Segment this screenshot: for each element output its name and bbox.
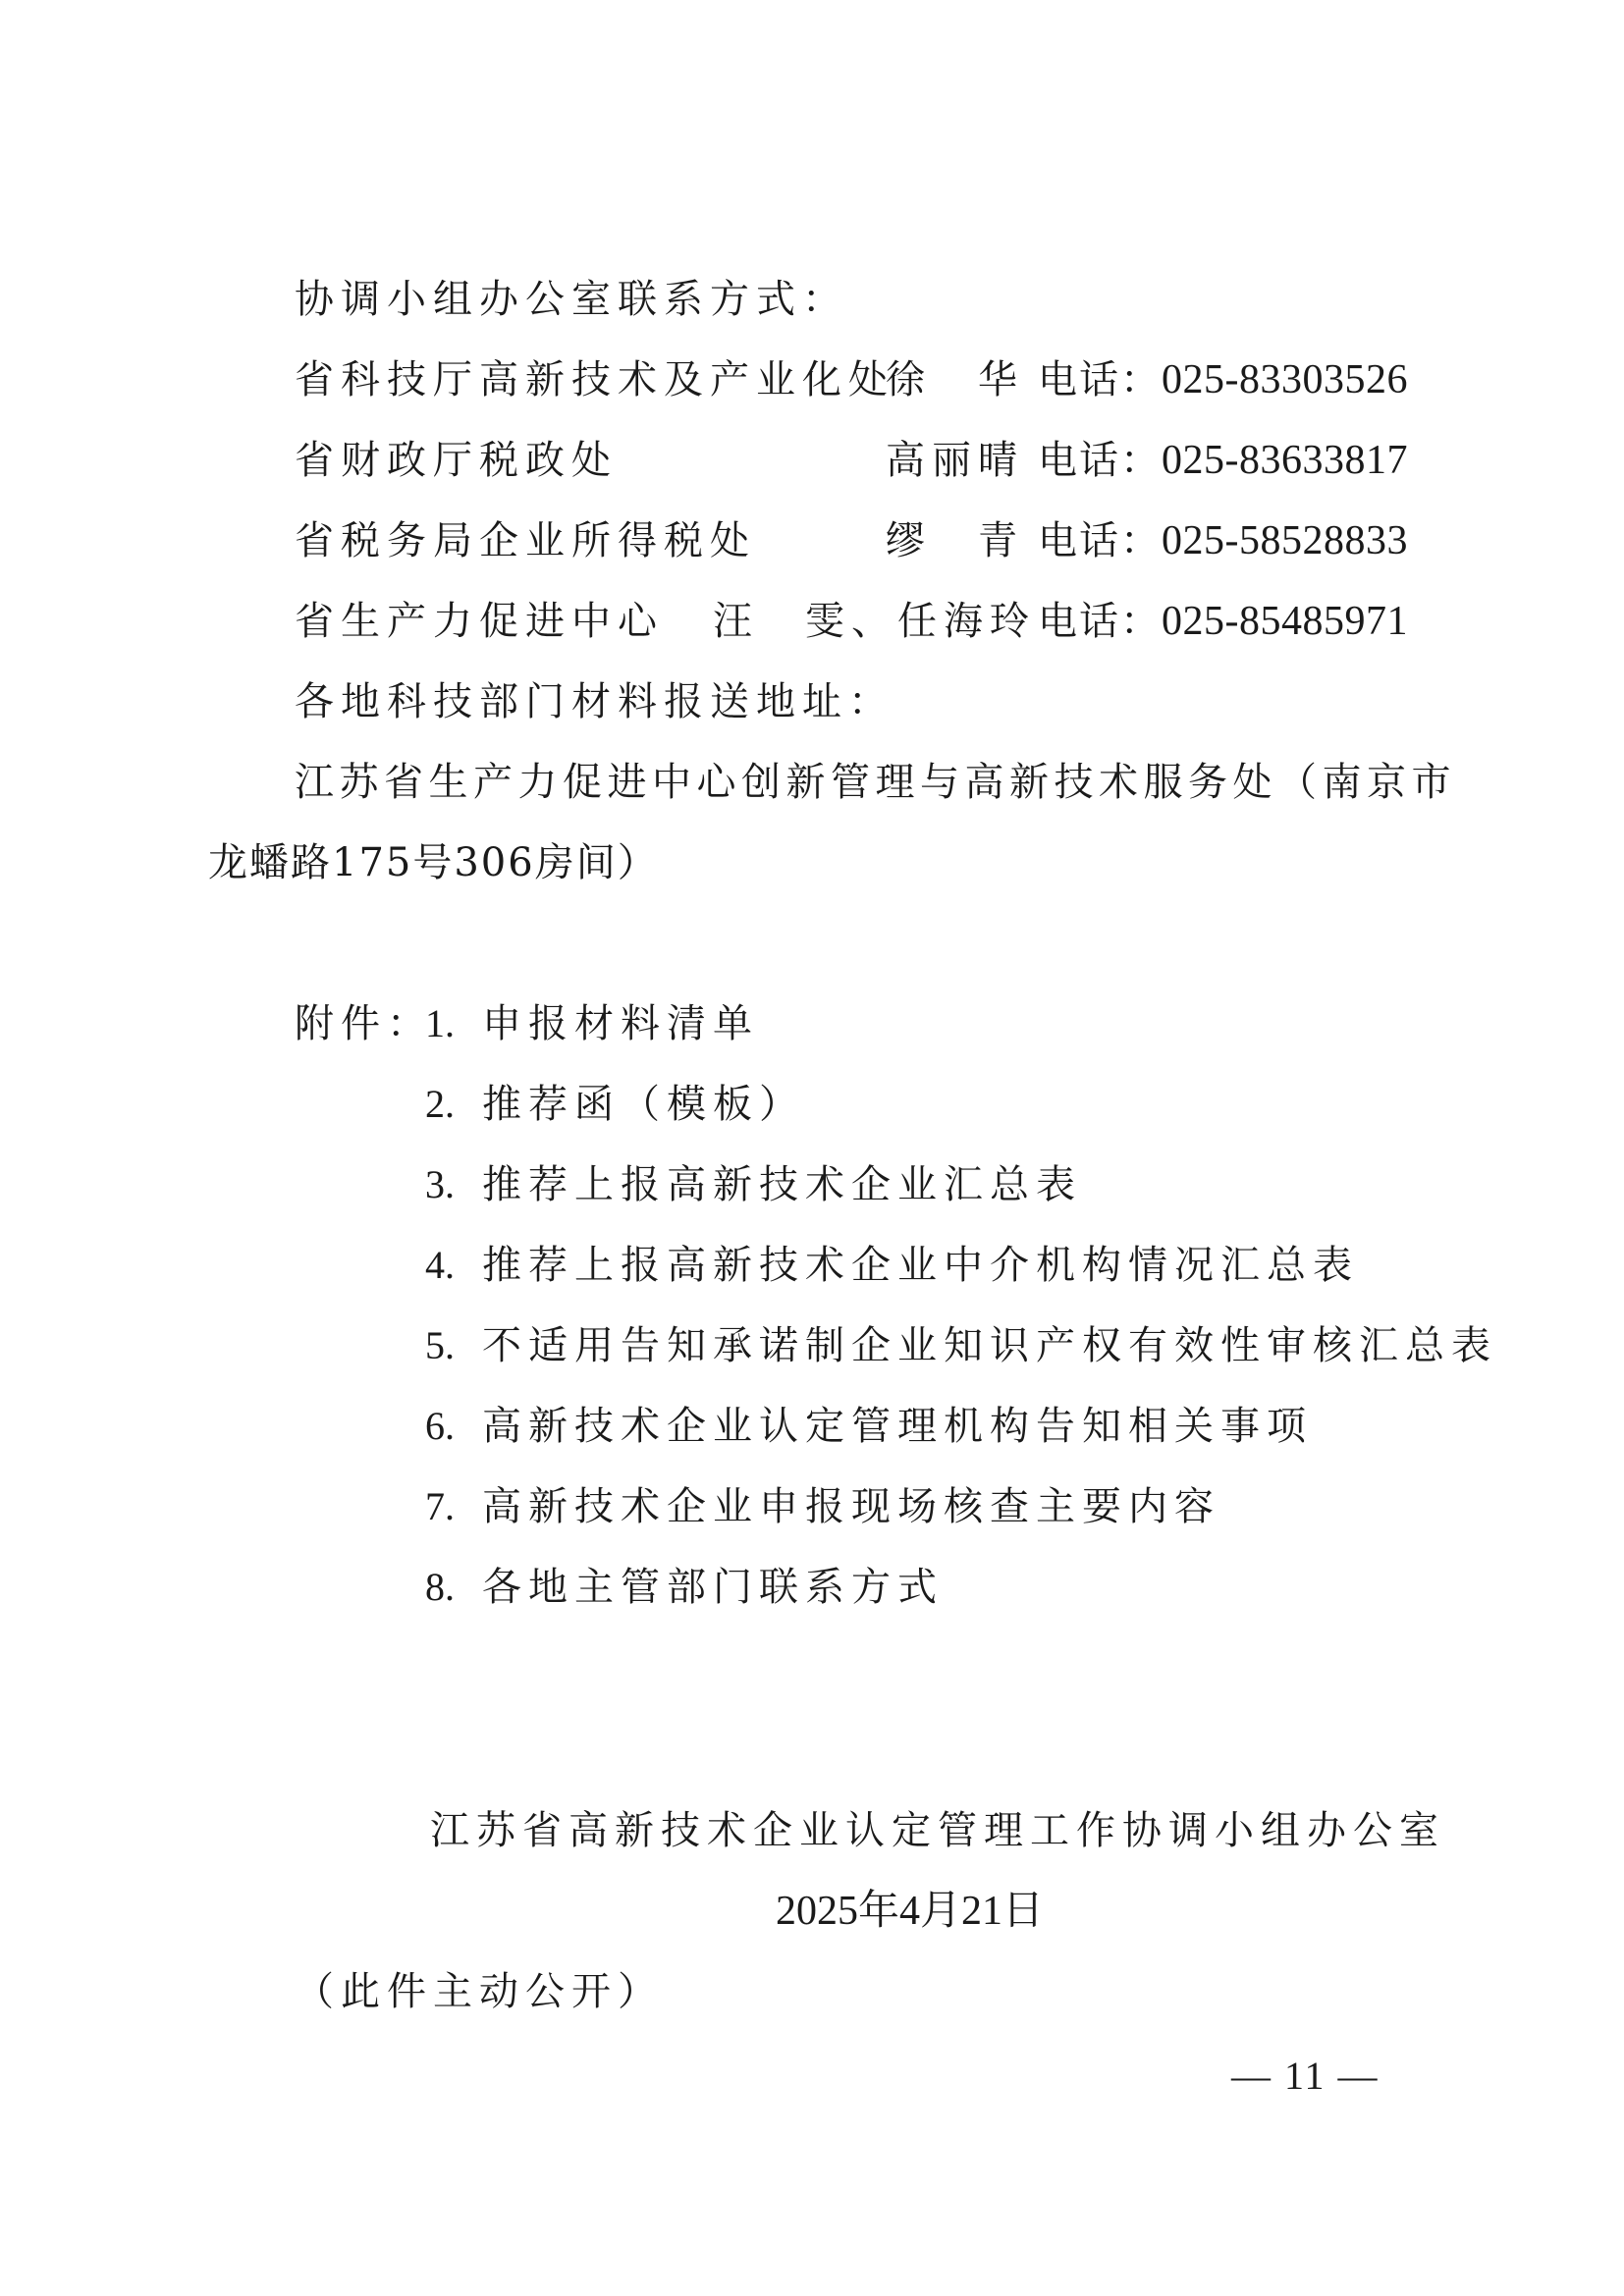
phone-label: 电话： [1038, 599, 1162, 644]
contact-name: 汪 雯、任海玲 [713, 599, 1036, 644]
signature-date: 2025年4月21日 [776, 1889, 1045, 1934]
signature-org: 江苏省高新技术企业认定管理工作协调小组办公室 [430, 1808, 1445, 1853]
phone-number: 025-83633817 [1162, 438, 1408, 483]
address-heading: 各地科技部门材料报送地址： [295, 679, 894, 724]
contact-dept: 省科技厅高新技术及产业化处 [295, 357, 894, 402]
attachment-title: 推荐上报高新技术企业汇总表 [482, 1162, 1082, 1207]
attachment-number: 3. [425, 1162, 455, 1206]
address-line-1: 江苏省生产力促进中心创新管理与高新技术服务处（南京市 [295, 760, 1456, 805]
phone-number: 025-58528833 [1162, 518, 1408, 563]
attachment-title: 推荐上报高新技术企业中介机构情况汇总表 [482, 1243, 1359, 1288]
contact-dept: 省财政厅税政处 [295, 438, 618, 483]
attachment-item [425, 1563, 944, 1612]
contact-name: 徐 华 [886, 357, 1024, 402]
attachment-number: 7. [425, 1484, 455, 1528]
attachment-title: 高新技术企业认定管理机构告知相关事项 [482, 1404, 1313, 1449]
contact-phone [1038, 436, 1408, 485]
attachment-title: 推荐函（模板） [482, 1082, 805, 1127]
attachment-number: 5. [425, 1323, 455, 1367]
attachment-number: 4. [425, 1243, 455, 1287]
contact-phone [1038, 516, 1408, 565]
phone-number: 025-85485971 [1162, 599, 1408, 644]
attachment-item [425, 1160, 1082, 1209]
attachment-item [425, 1080, 805, 1129]
phone-number: 025-83303526 [1162, 357, 1408, 402]
attachment-item [425, 1241, 1359, 1290]
contact-phone [1038, 355, 1408, 404]
phone-label: 电话： [1038, 357, 1162, 402]
phone-label: 电话： [1038, 438, 1162, 483]
attachment-number: 6. [425, 1404, 455, 1448]
attachment-title: 各地主管部门联系方式 [482, 1565, 944, 1610]
attachment-item [425, 1482, 1220, 1531]
attachment-number: 2. [425, 1082, 455, 1126]
attachment-item [425, 1321, 1497, 1370]
attachment-title: 不适用告知承诺制企业知识产权有效性审核汇总表 [482, 1323, 1497, 1368]
contact-dept: 省税务局企业所得税处 [295, 518, 756, 563]
disclosure-note: （此件主动公开） [295, 1969, 664, 2014]
contact-name: 缪 青 [886, 518, 1024, 563]
attachments-label: 附件： [295, 1001, 433, 1046]
contact-name: 高丽晴 [886, 438, 1024, 483]
attachment-item [425, 1402, 1313, 1451]
attachment-number: 8. [425, 1565, 455, 1609]
attachment-number: 1. [425, 1001, 455, 1045]
address-line-2: 龙蟠路175号306房间） [208, 840, 659, 885]
attachment-title: 高新技术企业申报现场核查主要内容 [482, 1484, 1220, 1529]
attachment-item [425, 999, 759, 1048]
page-number: — 11 — [1231, 2054, 1380, 2098]
contact-heading: 协调小组办公室联系方式： [295, 277, 848, 322]
attachment-title: 申报材料清单 [482, 1001, 759, 1046]
contact-dept: 省生产力促进中心 [295, 599, 664, 644]
contact-phone [1038, 597, 1408, 646]
phone-label: 电话： [1038, 518, 1162, 563]
